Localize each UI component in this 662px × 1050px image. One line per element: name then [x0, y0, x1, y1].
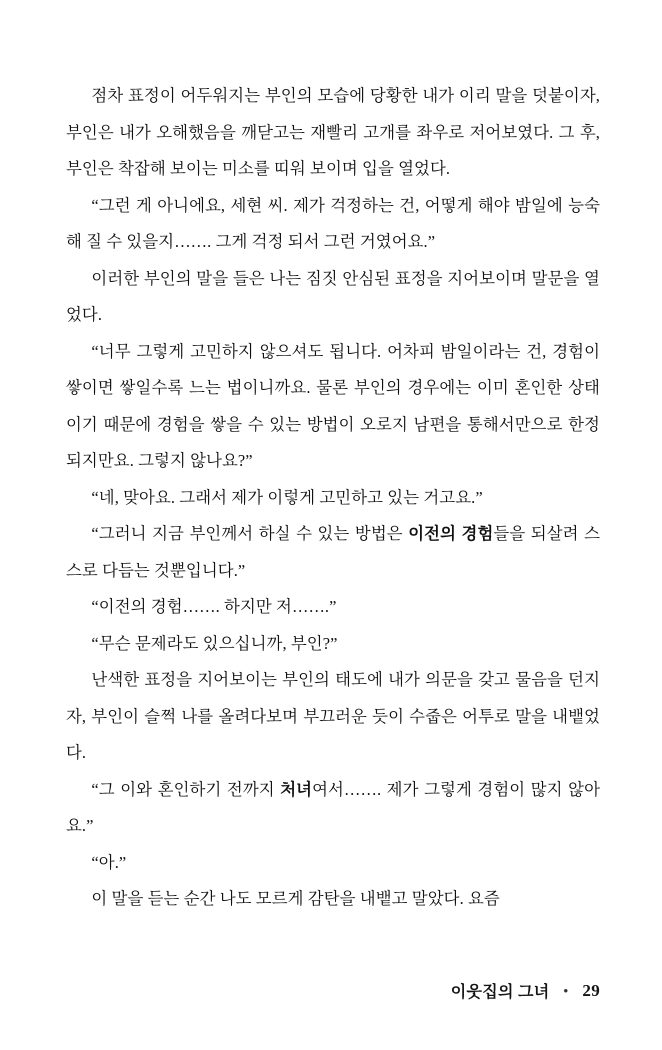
- paragraph-6-method: [66, 516, 600, 589]
- page-body: [66, 78, 600, 918]
- virgin-after: 여서……. 제가 그렇게 경험이 많지 않아요.”: [66, 779, 601, 835]
- paragraph-4: “너무 그렇게 고민하지 않으셔도 됩니다. 어차피 밤일이라는 건, 경험이 쌓이면 쌓일수록 느는 법이니까요. 물론 부인의 경우에는 이미 혼인한 상태이기 때문에 경험을 쌓을 수 있는 방법이 오로지 남편을 통해서만으로 한정되지만요. 그렇지 않나요?”: [66, 341, 600, 470]
- paragraph-3: 이러한 부인의 말을 들은 나는 짐짓 안심된 표정을 지어보이며 말문을 열었다.: [66, 268, 600, 324]
- virgin-before: “그 이와 혼인하기 전까지: [91, 779, 281, 799]
- paragraph-9: 난색한 표정을 지어보이는 부인의 태도에 내가 의문을 갖고 물음을 던지자, 부인이 슬쩍 나를 올려다보며 부끄러운 듯이 수줍은 어투로 말을 내뱉었다.: [66, 670, 601, 762]
- method-bold: 이전의 경험: [408, 524, 494, 543]
- paragraph-2: “그런 게 아니에요, 세현 씨. 제가 걱정하는 건, 어떻게 해야 밤일에 능숙해 질 수 있을지……. 그게 걱정 되서 그런 거였어요.”: [66, 195, 600, 251]
- paragraph-1: 점차 표정이 어두워지는 부인의 모습에 당황한 내가 이리 말을 덧붙이자, 부인은 내가 오해했음을 깨닫고는 재빨리 고개를 좌우로 저어보였다. 그 후, 부인은 착잡해 보이는 미소를 띠워 보이며 입을 열었다.: [66, 86, 600, 178]
- virgin-bold: 처녀: [280, 779, 313, 799]
- paragraph-5: “네, 맞아요. 그래서 제가 이렇게 고민하고 있는 거고요.”: [91, 487, 483, 507]
- footer-separator: •: [563, 982, 569, 998]
- page-footer: [451, 979, 600, 1002]
- paragraph-7: “이전의 경험……. 하지만 저…….”: [91, 597, 337, 616]
- page-number: 29: [582, 980, 600, 1000]
- method-before: “그러니 지금 부인께서 하실 수 있는 방법은: [91, 524, 409, 543]
- paragraph-8: “무슨 문제라도 있으십니까, 부인?”: [91, 633, 338, 653]
- paragraph-12: 이 말을 듣는 순간 나도 모르게 감탄을 내뱉고 말았다. 요즘: [91, 889, 500, 908]
- paragraph-11: “아.”: [91, 852, 127, 872]
- footer-book-title: 이웃집의 그녀: [450, 984, 550, 1001]
- paragraph-10-virgin: [66, 772, 600, 845]
- method-after: 들을 되살려 스스로 다듬는 것뿐입니다.”: [66, 524, 601, 580]
